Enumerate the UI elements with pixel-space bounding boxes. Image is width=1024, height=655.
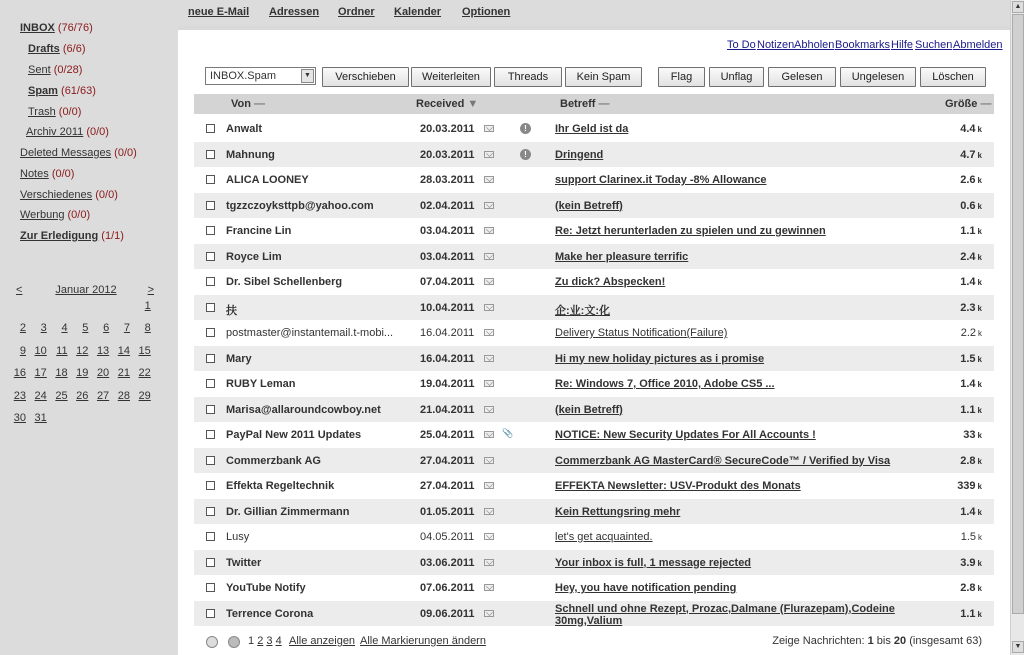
message-row[interactable] [194,346,994,372]
unflag-button[interactable]: Unflag [709,67,764,87]
util-help[interactable]: Hilfe [891,39,914,51]
message-from[interactable]: Terrence Corona [226,607,314,620]
message-from[interactable]: Anwalt [226,123,263,135]
message-size-value: 4.4 [960,123,976,135]
nav-new-mail[interactable]: neue E-Mail [188,6,250,18]
select-checkbox[interactable] [206,456,215,465]
message-date: 07.06.2011 [420,582,475,594]
folder-count: (76/76) [57,22,93,34]
message-from[interactable]: Francine Lin [226,225,292,237]
message-from[interactable]: YouTube Notify [226,582,306,594]
message-subject[interactable]: Hey, you have notification pending [555,582,737,594]
folder-sidebar [0,0,178,655]
calendar-day[interactable]: 4 [61,322,68,335]
envelope-icon [484,584,494,591]
folder-spam[interactable] [28,85,96,97]
message-row[interactable] [194,320,994,346]
message-row[interactable] [194,218,994,244]
page-3[interactable]: 3 [266,635,273,647]
message-size-value: 1.1 [960,225,976,237]
envelope-icon [484,610,494,617]
message-date: 02.04.2011 [420,199,475,212]
column-received[interactable]: Received ▼ [416,98,479,110]
message-size-value: 1.5 [960,352,976,365]
folder-count: (0/0) [67,209,91,221]
select-checkbox[interactable] [206,507,215,516]
message-from[interactable]: RUBY Leman [226,378,296,390]
size-unit: k [977,176,982,185]
util-bookmarks[interactable]: Bookmarks [835,39,891,51]
message-subject[interactable]: support Clarinex.it Today -8% Allowance [555,174,767,186]
envelope-icon [484,406,494,413]
column-from[interactable]: Von — [231,98,266,110]
message-row[interactable] [194,142,994,168]
message-size-value: 2.2 [960,327,976,339]
envelope-icon [484,125,494,132]
nav-folders[interactable]: Ordner [338,6,375,18]
first-page-icon[interactable] [206,636,218,648]
message-date: 16.04.2011 [420,352,475,365]
message-row[interactable] [194,244,994,270]
message-subject[interactable]: (kein Betreff) [555,403,623,416]
column-subject[interactable]: Betreff — [560,98,610,110]
message-date: 16.04.2011 [420,327,475,339]
message-subject[interactable]: Your inbox is full, 1 message rejected [555,556,752,569]
folder-name: Werbung [20,209,65,221]
util-todo[interactable]: To Do [727,39,756,51]
envelope-icon [484,202,494,209]
folder-name: Spam [28,85,58,97]
folder-deleted-messages[interactable] [20,147,137,159]
message-date: 25.04.2011 [420,429,475,441]
scroll-thumb[interactable] [1012,14,1024,614]
column-size[interactable]: Größe — [945,98,992,110]
message-date: 03.04.2011 [420,250,475,263]
message-subject[interactable]: Delivery Status Notification(Failure) [555,327,728,339]
folder-inbox[interactable] [20,22,93,34]
message-from[interactable]: tgzzczoyksttpb@yahoo.com [226,199,374,212]
select-checkbox[interactable] [206,252,215,261]
calendar-day[interactable]: 13 [96,344,110,357]
calendar-header [16,284,154,298]
calendar-day[interactable]: 23 [13,389,26,402]
envelope-icon [484,482,494,489]
message-subject[interactable]: Make her pleasure terrific [555,250,689,263]
size-unit: k [977,201,982,211]
folder-drafts[interactable] [28,43,85,55]
message-from[interactable]: Dr. Sibel Schellenberg [226,276,343,288]
size-unit: k [977,456,982,466]
message-size [960,378,982,390]
message-date: 27.04.2011 [420,454,475,467]
not-spam-button[interactable]: Kein Spam [565,67,642,87]
select-checkbox[interactable] [206,226,215,235]
calendar-day[interactable]: 25 [55,389,68,402]
folder-count: (6/6) [62,43,86,55]
message-date: 04.05.2011 [420,531,475,543]
calendar-day[interactable]: 3 [40,322,47,335]
flag-button[interactable]: Flag [658,67,705,87]
top-nav [178,0,1010,26]
calendar-day[interactable]: 24 [34,389,47,402]
calendar-day[interactable]: 16 [13,367,26,380]
calendar-day[interactable]: 12 [76,344,89,357]
folder-name: Drafts [28,43,60,55]
message-size [960,582,982,594]
message-from[interactable]: Mary [226,352,252,365]
window-scrollbar[interactable] [1010,0,1024,655]
message-subject[interactable]: Kein Rettungsring mehr [555,505,681,518]
message-row[interactable] [194,601,994,627]
message-size-value: 2.8 [960,454,976,467]
message-table-body [194,116,994,626]
calendar-day[interactable]: 9 [19,344,26,357]
folder-name: Notes [20,168,49,180]
size-unit: k [977,431,982,440]
message-from[interactable]: PayPal New 2011 Updates [226,429,362,441]
message-row[interactable] [194,295,994,321]
calendar-day[interactable]: 14 [117,344,130,357]
message-subject[interactable]: Ihr Geld ist da [555,123,629,135]
message-size [963,429,982,441]
message-subject[interactable]: let's get acquainted. [555,531,653,543]
select-checkbox[interactable] [206,150,215,159]
message-subject[interactable]: Schnell und ohne Rezept, Prozac,Dalmane (Flurazepam),Codeine 30mg,Valium [555,602,895,627]
page-4[interactable]: 4 [275,635,282,647]
message-row[interactable] [194,167,994,193]
size-unit: k [978,329,982,338]
size-unit: k [977,125,982,134]
folder-notes[interactable] [20,168,74,180]
select-checkbox[interactable] [206,430,215,439]
message-size-value: 2.3 [960,301,976,314]
message-from[interactable]: Twitter [226,556,262,569]
folder-name: INBOX [20,22,55,34]
message-from[interactable]: 扶 [226,304,237,317]
message-row[interactable] [194,193,994,219]
size-unit: k [977,150,982,160]
util-fetch[interactable]: Abholen [794,39,835,51]
open-envelope-icon [484,533,494,540]
message-size [960,149,982,161]
message-size [961,531,982,543]
calendar-prev-link[interactable]: < [16,284,23,296]
page-links [248,635,282,647]
envelope-icon [484,278,494,285]
size-unit: k [977,482,982,491]
envelope-icon [484,508,494,515]
message-from[interactable]: Royce Lim [226,250,282,263]
folder-count: (0/0) [58,106,82,118]
calendar-day[interactable]: 11 [56,344,68,357]
select-checkbox[interactable] [206,405,215,414]
folder-name: Sent [28,64,51,76]
size-unit: k [977,609,982,619]
size-unit: k [977,278,982,287]
nav-addresses[interactable]: Adressen [269,6,320,18]
message-date: 01.05.2011 [420,505,475,518]
message-size-value: 2.4 [960,250,976,263]
envelope-icon [484,253,494,260]
size-unit: k [977,380,982,389]
toggle-all-marks-link[interactable]: Alle Markierungen ändern [360,635,486,647]
message-from[interactable]: postmaster@instantemail.t-mobi... [226,327,394,339]
folder-count: (0/0) [95,189,118,201]
message-from[interactable]: Commerzbank AG [226,454,321,467]
message-subject[interactable]: NOTICE: New Security Updates For All Accounts ! [555,429,816,441]
select-checkbox[interactable] [206,201,215,210]
size-unit: k [977,584,982,593]
message-size-value: 2.6 [960,174,976,186]
select-checkbox[interactable] [206,124,215,133]
calendar-day[interactable]: 6 [103,322,110,335]
message-size-value: 2.8 [960,582,976,594]
pager-footer [194,633,994,651]
message-count-summary: Zeige Nachrichten: 1 bis 20 (insgesamt 63) [772,635,982,647]
select-checkbox[interactable] [206,328,215,337]
envelope-icon [484,227,494,234]
message-row[interactable] [194,269,994,295]
calendar-day[interactable]: 19 [76,367,89,380]
message-size-value: 3.9 [960,556,976,569]
message-row[interactable] [194,448,994,474]
message-row[interactable] [194,371,994,397]
message-size [960,174,982,186]
folder-name: Zur Erledigung [20,230,99,242]
message-size-value: 0.6 [960,199,976,212]
calendar-day[interactable]: 27 [96,389,110,402]
message-subject[interactable]: Re: Windows 7, Office 2010, Adobe CS5 ... [555,378,775,390]
folder-sent[interactable] [28,64,82,76]
message-size [960,225,982,237]
calendar-day[interactable]: 30 [13,412,26,424]
util-notes[interactable]: Notizen [757,39,795,51]
nav-options[interactable]: Optionen [462,6,511,18]
size-unit: k [977,507,982,517]
message-row[interactable] [194,524,994,550]
message-size-value: 339 [957,480,976,492]
size-unit: k [977,354,982,364]
message-row[interactable] [194,422,994,448]
size-unit: k [977,558,982,568]
paperclip-icon: 📎 [502,428,514,438]
open-envelope-icon [484,329,494,336]
scroll-down-icon[interactable]: ▼ [1012,641,1024,653]
message-date: 07.04.2011 [420,276,475,288]
mark-read-button[interactable]: Gelesen [768,67,836,87]
calendar-month-title[interactable]: Januar 2012 [55,284,117,296]
message-size [960,251,982,263]
message-date: 20.03.2011 [420,123,475,135]
message-subject[interactable]: Dringend [555,148,604,161]
message-row[interactable] [194,575,994,601]
scroll-up-icon[interactable]: ▲ [1012,1,1024,13]
message-date: 27.04.2011 [420,480,475,492]
message-size [960,455,982,467]
size-unit: k [977,227,982,236]
envelope-icon [484,559,494,566]
nav-calendar[interactable]: Kalender [394,6,442,18]
folder-count: (0/0) [86,126,109,138]
envelope-icon [484,304,494,311]
select-checkbox[interactable] [206,532,215,541]
calendar-day[interactable]: 2 [19,322,26,335]
message-size-value: 4.7 [960,148,976,161]
calendar-day[interactable]: 1 [144,300,151,312]
size-unit: k [977,405,982,415]
message-size [960,353,982,365]
calendar-day[interactable]: 8 [144,322,151,335]
calendar-day[interactable]: 5 [82,322,89,335]
envelope-icon [484,431,494,438]
message-list-panel [178,30,1010,655]
calendar-day[interactable]: 31 [34,412,47,424]
folder-name: Trash [28,106,56,118]
message-row[interactable] [194,550,994,576]
folder-count: (1/1) [101,230,124,242]
message-subject[interactable]: Zu dick? Abspecken! [555,276,666,288]
size-unit: k [977,252,982,262]
message-from[interactable]: ALICA LOONEY [226,174,309,186]
message-date: 03.04.2011 [420,225,475,237]
select-checkbox[interactable] [206,175,215,184]
select-checkbox[interactable] [206,277,215,286]
select-checkbox[interactable] [206,558,215,567]
move-target-select[interactable] [205,67,316,85]
message-table-header [194,94,994,114]
message-from[interactable]: Mahnung [226,148,275,161]
message-date: 09.06.2011 [420,607,475,620]
envelope-icon [484,151,494,158]
message-size [960,557,982,569]
calendar-day[interactable]: 26 [76,389,89,402]
calendar-day[interactable]: 15 [138,344,151,357]
calendar-day[interactable]: 29 [138,389,151,402]
calendar-day[interactable]: 18 [55,367,68,380]
message-from[interactable]: Effekta Regeltechnik [226,480,335,492]
message-size-value: 1.4 [960,378,976,390]
message-size [960,404,982,416]
threads-button[interactable]: Threads [494,67,562,87]
message-size-value: 33 [963,429,976,441]
mark-unread-button[interactable]: Ungelesen [840,67,916,87]
calendar-day[interactable]: 28 [117,389,130,402]
util-search[interactable]: Suchen [915,39,953,51]
message-row[interactable] [194,473,994,499]
select-checkbox[interactable] [206,481,215,490]
message-row[interactable] [194,499,994,525]
folder-count: (0/28) [53,64,83,76]
calendar-day[interactable]: 10 [34,344,47,357]
delete-button[interactable]: Löschen [920,67,986,87]
folder-count: (61/63) [61,85,96,97]
envelope-icon [484,176,494,183]
folder-name: Verschiedenes [20,189,93,201]
message-size-value: 1.1 [960,607,976,620]
folder-name: Deleted Messages [20,147,112,159]
select-checkbox[interactable] [206,354,215,363]
message-row[interactable] [194,397,994,423]
message-date: 28.03.2011 [420,174,475,186]
forward-button[interactable]: Weiterleiten [411,67,491,87]
folder-count: (0/0) [114,147,137,159]
show-all-link[interactable]: Alle anzeigen [289,635,356,647]
message-size-value: 1.1 [960,403,976,416]
folder-count: (0/0) [51,168,75,180]
folder-name: Archiv 2011 [26,126,84,138]
calendar-next-link[interactable]: > [147,284,154,296]
move-button[interactable]: Verschieben [322,67,409,87]
envelope-icon [484,457,494,464]
message-size-value: 1.4 [960,276,976,288]
message-row[interactable] [194,116,994,142]
folder-archiv-2011[interactable] [26,126,109,138]
folder-select-value: INBOX.Spam [210,70,277,82]
important-flag-icon: ! [520,149,531,160]
message-subject[interactable]: Commerzbank AG MasterCard® SecureCode™ / Verified by Visa [555,454,891,467]
message-date: 21.04.2011 [420,403,475,416]
message-size [960,123,982,135]
message-from[interactable]: Lusy [226,531,250,543]
message-subject[interactable]: (kein Betreff) [555,199,623,212]
util-logout[interactable]: Abmelden [953,39,1003,51]
message-size [960,302,982,314]
folder-werbung[interactable] [20,209,90,221]
next-page-icon[interactable] [228,636,240,648]
important-flag-icon: ! [520,123,531,134]
message-size [961,327,982,339]
message-from[interactable]: Dr. Gillian Zimmermann [226,505,350,518]
calendar-day[interactable]: 20 [96,367,110,380]
envelope-icon [484,355,494,362]
message-subject[interactable]: Re: Jetzt herunterladen zu spielen und zu gewinnen [555,225,826,237]
message-size-value: 1.4 [960,505,976,518]
page-2[interactable]: 2 [257,635,264,647]
select-checkbox[interactable] [206,379,215,388]
message-subject[interactable]: EFFEKTA Newsletter: USV-Produkt des Monats [555,480,801,492]
page-1[interactable]: 1 [248,635,255,647]
message-date: 20.03.2011 [420,148,475,161]
folder-verschiedenes[interactable] [20,189,118,201]
message-size-value: 1.5 [960,531,976,543]
size-unit: k [978,533,982,542]
message-date: 03.06.2011 [420,556,475,569]
message-subject[interactable]: Hi my new holiday pictures as i promise [555,352,765,365]
message-date: 10.04.2011 [420,301,475,314]
chevron-down-icon[interactable]: ▼ [301,69,314,83]
calendar-day[interactable]: 7 [123,322,130,335]
message-date: 19.04.2011 [420,378,475,390]
message-size [960,506,982,518]
select-checkbox[interactable] [206,609,215,618]
message-size [957,480,982,492]
size-unit: k [977,303,982,313]
calendar-day[interactable]: 21 [117,367,130,380]
folder-zur-erledigung[interactable] [20,230,124,242]
calendar-day[interactable]: 22 [138,367,151,380]
message-from[interactable]: Marisa@allaroundcowboy.net [226,403,381,416]
select-checkbox[interactable] [206,303,215,312]
select-checkbox[interactable] [206,583,215,592]
message-size [960,200,982,212]
message-size [960,276,982,288]
folder-trash[interactable] [28,106,81,118]
message-subject[interactable]: 企:业:文:化 [555,304,610,317]
calendar-day[interactable]: 17 [34,367,47,380]
envelope-icon [484,380,494,387]
message-size [960,608,982,620]
